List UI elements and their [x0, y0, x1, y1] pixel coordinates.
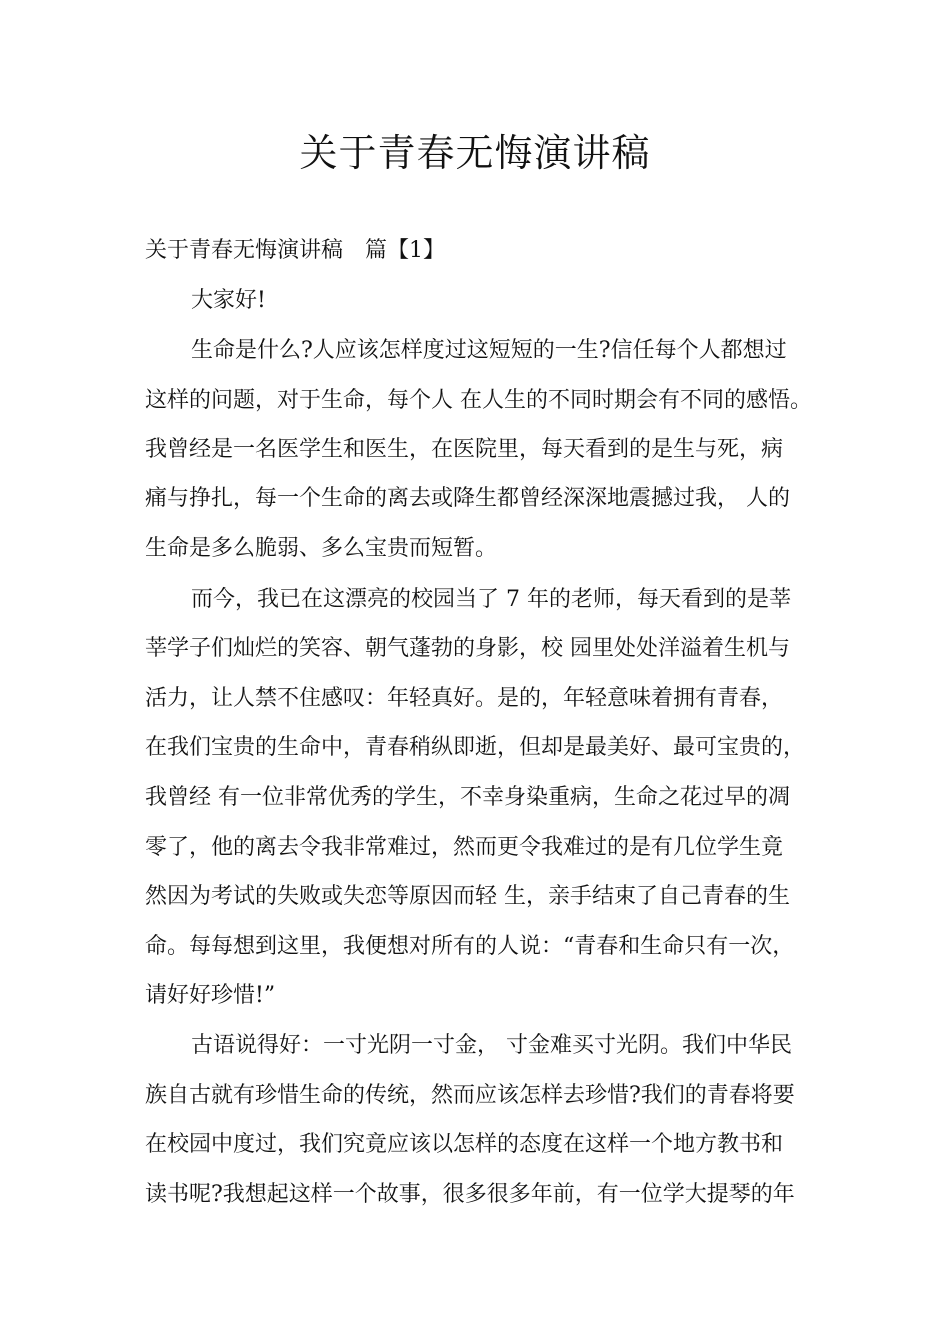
section-heading: 关于青春无悔演讲稿 篇【1】	[145, 238, 445, 263]
paragraph-line: 在我们宝贵的生命中，青春稍纵即逝，但却是最美好、最可宝贵的，	[145, 735, 806, 760]
paragraph-line: 读书呢?我想起这样一个故事，很多很多年前，有一位学大提琴的年	[145, 1182, 795, 1207]
paragraph-line: 然因为考试的失败或失恋等原因而轻 生，亲手结束了自己青春的生	[145, 884, 790, 909]
paragraph-line: 古语说得好：一寸光阴一寸金， 寸金难买寸光阴。我们中华民	[191, 1033, 792, 1058]
paragraph-line: 在校园中度过，我们究竟应该以怎样的态度在这样一个地方教书和	[145, 1132, 784, 1157]
paragraph-line: 请好好珍惜!”	[145, 983, 276, 1008]
paragraph-line: 痛与挣扎，每一个生命的离去或降生都曾经深深地震撼过我， 人的	[145, 486, 790, 511]
paragraph-line: 莘学子们灿烂的笑容、朝气蓬勃的身影，校 园里处处洋溢着生机与	[145, 636, 790, 661]
greeting-line: 大家好!	[191, 288, 266, 313]
document-title: 关于青春无悔演讲稿	[299, 131, 651, 175]
paragraph-line: 生命是什么?人应该怎样度过这短短的一生?信任每个人都想过	[191, 338, 787, 363]
paragraph-line: 命。每每想到这里，我便想对所有的人说：“青春和生命只有一次，	[145, 934, 795, 959]
paragraph-line: 活力，让人禁不住感叹：年轻真好。是的，年轻意味着拥有青春，	[145, 686, 784, 711]
paragraph-line: 零了，他的离去令我非常难过，然而更令我难过的是有几位学生竟	[145, 835, 784, 860]
paragraph-line: 而今，我已在这漂亮的校园当了 7 年的老师，每天看到的是莘	[191, 587, 791, 612]
paragraph-line: 我曾经 有一位非常优秀的学生，不幸身染重病，生命之花过早的凋	[145, 785, 790, 810]
paragraph-line: 我曾经是一名医学生和医生，在医院里，每天看到的是生与死，病	[145, 437, 784, 462]
paragraph-line: 族自古就有珍惜生命的传统，然而应该怎样去珍惜?我们的青春将要	[145, 1083, 795, 1108]
paragraph-line: 这样的问题，对于生命，每个人 在人生的不同时期会有不同的感悟。	[145, 388, 812, 413]
paragraph-line: 生命是多么脆弱、多么宝贵而短暂。	[145, 536, 498, 561]
